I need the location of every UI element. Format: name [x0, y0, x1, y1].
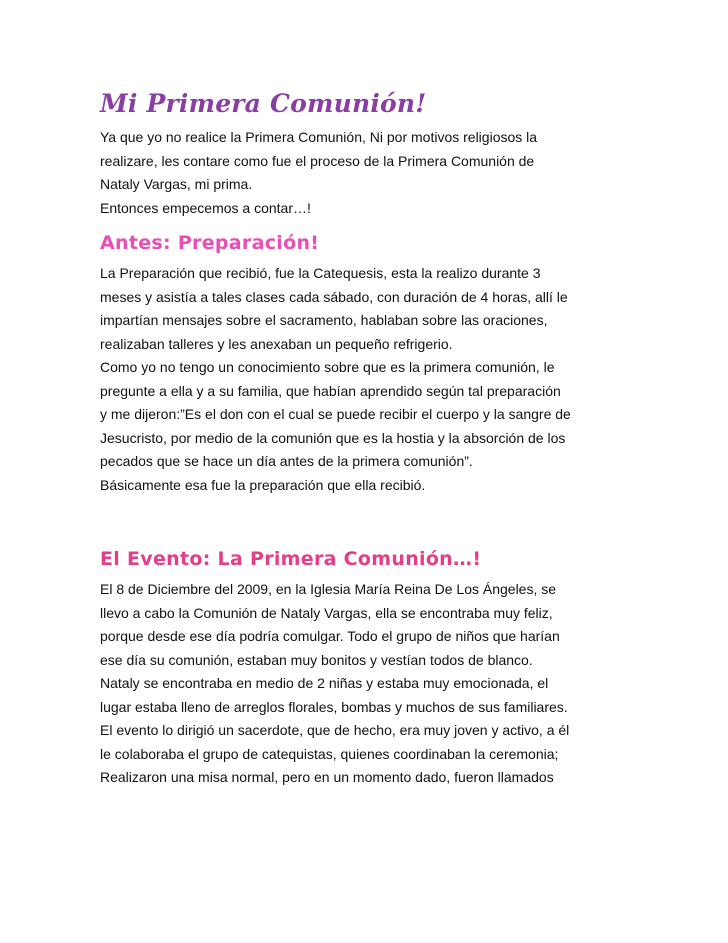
preparation-line: y me dijeron:”Es el don con el cual se puede recibir el cuerpo y la sangre de — [100, 406, 571, 422]
event-paragraph — [100, 578, 640, 790]
event-line: El evento lo dirigió un sacerdote, que de hecho, era muy joven y activo, a él — [100, 722, 570, 738]
event-line: le colaboraba el grupo de catequistas, quienes coordinaban la ceremonia; — [100, 745, 559, 762]
preparation-line: Básicamente esa fue la preparación que ella recibió. — [100, 476, 426, 493]
preparation-line: Jesucristo, por medio de la comunión que es la hostia y la absorción de los — [100, 429, 566, 446]
preparation-line: Como yo no tengo un conocimiento sobre que es la primera comunión, le — [100, 359, 555, 375]
document-title: Mi Primera Comunión! — [100, 89, 427, 118]
event-line: llevo a cabo la Comunión de Nataly Vargas, ella se encontraba muy feliz, — [100, 604, 553, 621]
section-heading-event: El Evento: La Primera Comunión…! — [100, 548, 482, 570]
intro-line: Entonces empecemos a contar…! — [100, 199, 311, 216]
event-line: lugar estaba lleno de arreglos florales, bombas y muchos de sus familiares. — [100, 698, 568, 715]
intro-line: Nataly Vargas, mi prima. — [100, 176, 253, 192]
preparation-line: impartían mensajes sobre el sacramento, hablaban sobre las oraciones, — [100, 312, 548, 328]
event-line: Nataly se encontraba en medio de 2 niñas y estaba muy emocionada, el — [100, 675, 549, 691]
preparation-line: pregunte a ella y a su familia, que habían aprendido según tal preparación — [100, 382, 561, 399]
preparation-line: pecados que se hace un día antes de la primera comunión”. — [100, 453, 473, 469]
event-line: porque desde ese día podría comulgar. Todo el grupo de niños que harían — [100, 628, 560, 644]
intro-paragraph — [100, 126, 640, 220]
document-page — [100, 84, 640, 790]
intro-line: Ya que yo no realice la Primera Comunión, Ni por motivos religiosos la — [100, 129, 538, 145]
event-line: Realizaron una misa normal, pero en un momento dado, fueron llamados — [100, 769, 554, 785]
preparation-paragraph — [100, 262, 640, 497]
event-line: ese día su comunión, estaban muy bonitos y vestían todos de blanco. — [100, 651, 533, 668]
event-line: El 8 de Diciembre del 2009, en la Iglesia María Reina De Los Ángeles, se — [100, 581, 557, 597]
intro-line: realizare, les contare como fue el proceso de la Primera Comunión de — [100, 152, 535, 169]
preparation-line: meses y asistía a tales clases cada sábado, con duración de 4 horas, allí le — [100, 288, 568, 305]
preparation-line: La Preparación que recibió, fue la Catequesis, esta la realizo durante 3 — [100, 265, 541, 281]
section-heading-preparation: Antes: Preparación! — [100, 232, 320, 254]
preparation-line: realizaban talleres y les anexaban un pequeño refrigerio. — [100, 335, 453, 352]
